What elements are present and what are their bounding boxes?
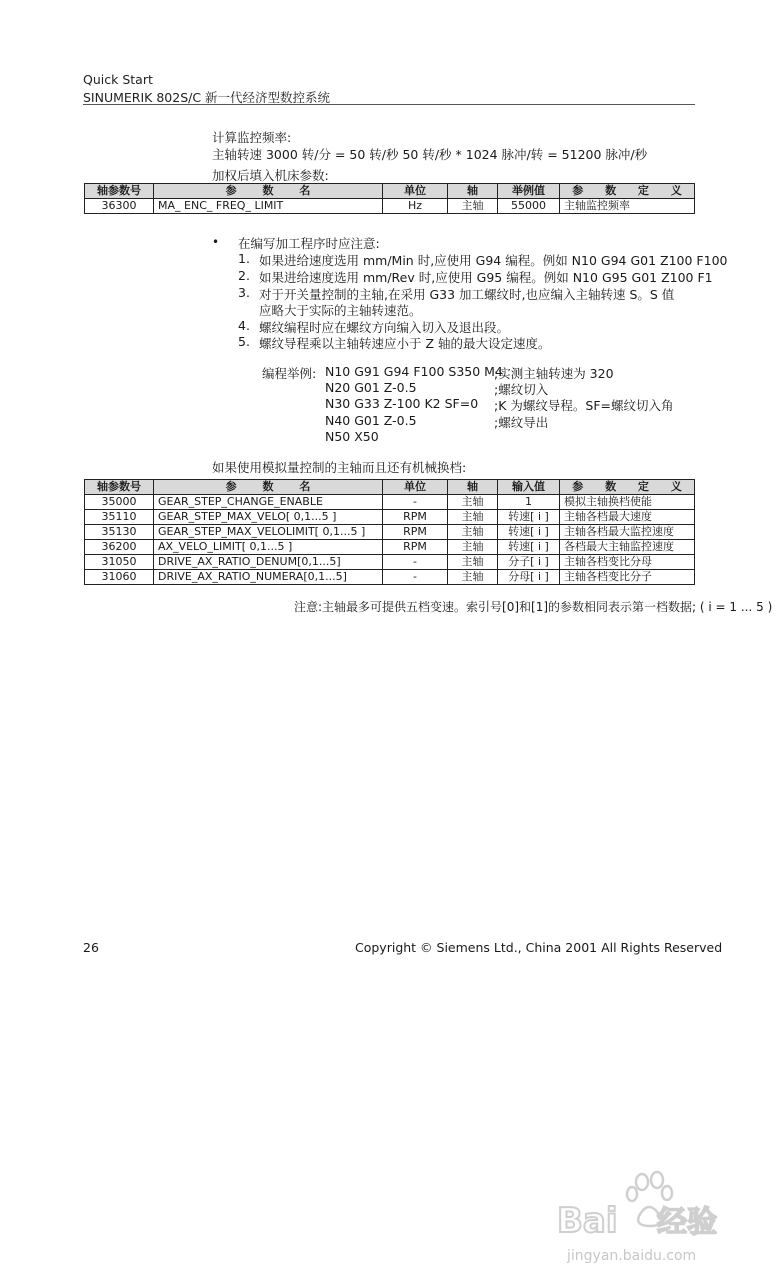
cell-unit: RPM [383, 540, 448, 555]
calc-title: 计算监控频率: [212, 130, 292, 145]
table-row [85, 570, 695, 585]
header-rule [83, 104, 695, 105]
bullet-title: 在编写加工程序时应注意: [238, 236, 380, 251]
program-code-line: N10 G91 G94 F100 S350 M4 [325, 364, 503, 379]
list-item: 如果进给速度选用 mm/Rev 时,应使用 G95 编程。例如 N10 G95 G01 Z100 F1 [259, 270, 713, 285]
cell-param-no: 35110 [85, 510, 154, 525]
list-item: 对于开关量控制的主轴,在采用 G33 加工螺纹时,也应编入主轴转速 S。S 值 [259, 287, 675, 302]
table-row [85, 510, 695, 525]
cell-param-name: GEAR_STEP_MAX_VELO[ 0,1...5 ] [154, 510, 383, 525]
cell-axis: 主轴 [448, 495, 498, 510]
program-code-line: N20 G01 Z-0.5 [325, 380, 417, 395]
cell-input: 1 [498, 495, 560, 510]
cell-unit: - [383, 495, 448, 510]
cell-axis: 主轴 [448, 510, 498, 525]
gear-intro: 如果使用模拟量控制的主轴而且还有机械换档: [212, 460, 467, 475]
program-code-line: N50 X50 [325, 429, 379, 444]
table-header-row [85, 480, 695, 495]
program-comment: ;实测主轴转速为 320 [494, 366, 614, 381]
list-item: 如果进给速度选用 mm/Min 时,应使用 G94 编程。例如 N10 G94 G01 Z100 F100 [259, 253, 728, 268]
cell-definition: 主轴各档最大监控速度 [560, 525, 695, 540]
cell-unit: RPM [383, 510, 448, 525]
calc-formula: 主轴转速 3000 转/分 = 50 转/秒 50 转/秒 * 1024 脉冲/转 = 51200 脉冲/秒 [212, 147, 648, 162]
table-row [85, 540, 695, 555]
col-header-unit: 单位 [383, 480, 448, 495]
cell-param-name: GEAR_STEP_MAX_VELOLIMIT[ 0,1...5 ] [154, 525, 383, 540]
cell-unit: - [383, 570, 448, 585]
cell-definition: 主轴各档变比分母 [560, 555, 695, 570]
cell-input: 分子[ i ] [498, 555, 560, 570]
cell-param-name: MA_ ENC_ FREQ_ LIMIT [154, 199, 383, 214]
cell-param-no: 31060 [85, 570, 154, 585]
cell-param-name: DRIVE_AX_RATIO_DENUM[0,1...5] [154, 555, 383, 570]
cell-definition: 各档最大主轴监控速度 [560, 540, 695, 555]
cell-definition: 主轴监控频率 [560, 199, 695, 214]
list-item: 螺纹导程乘以主轴转速应小于 Z 轴的最大设定速度。 [259, 336, 551, 351]
list-item: 螺纹编程时应在螺纹方向编入切入及退出段。 [259, 320, 510, 335]
table-note: 注意:主轴最多可提供五档变速。索引号[0]和[1]的参数相同表示第一档数据; ( i = 1 ... 5 ) [294, 600, 773, 614]
cell-example: 55000 [498, 199, 560, 214]
table-header-row [85, 184, 695, 199]
cell-input: 转速[ i ] [498, 540, 560, 555]
table-row [85, 555, 695, 570]
watermark-brand-cn: 经验 [657, 1205, 717, 1240]
list-item-number: 3. [238, 285, 250, 300]
calc-note: 加权后填入机床参数: [212, 168, 329, 183]
col-header-axis: 轴 [448, 480, 498, 495]
cell-param-name: DRIVE_AX_RATIO_NUMERA[0,1...5] [154, 570, 383, 585]
list-item-number: 2. [238, 268, 250, 283]
program-comment: ;螺纹导出 [494, 415, 549, 430]
gear-param-table [84, 479, 695, 585]
cell-definition: 主轴各档变比分子 [560, 570, 695, 585]
bullet-icon: • [212, 235, 220, 249]
col-header-definition: 参 数 定 义 [560, 480, 695, 495]
cell-param-no: 36200 [85, 540, 154, 555]
cell-input: 转速[ i ] [498, 525, 560, 540]
col-header-param-name: 参 数 名 [154, 480, 383, 495]
table-row [85, 525, 695, 540]
col-header-input: 输入值 [498, 480, 560, 495]
copyright: Copyright © Siemens Ltd., China 2001 All Rights Reserved [355, 940, 723, 955]
cell-input: 分母[ i ] [498, 570, 560, 585]
baidu-watermark-logo [547, 1160, 737, 1270]
list-item-number: 5. [238, 334, 250, 349]
cell-param-no: 35000 [85, 495, 154, 510]
col-header-unit: 单位 [383, 184, 448, 199]
col-header-axis: 轴 [448, 184, 498, 199]
program-code-line: N30 G33 Z-100 K2 SF=0 [325, 396, 479, 411]
cell-input: 转速[ i ] [498, 510, 560, 525]
cell-axis: 主轴 [448, 525, 498, 540]
cell-axis: 主轴 [448, 199, 498, 214]
watermark-url: jingyan.baidu.com [567, 1248, 697, 1264]
cell-unit: - [383, 555, 448, 570]
cell-axis: 主轴 [448, 540, 498, 555]
header-title: Quick Start [83, 72, 153, 87]
page-number: 26 [83, 940, 99, 955]
program-comment: ;螺纹切入 [494, 382, 549, 397]
cell-definition: 主轴各档最大速度 [560, 510, 695, 525]
list-item-continuation: 应略大于实际的主轴转速范。 [259, 303, 422, 318]
cell-axis: 主轴 [448, 555, 498, 570]
cell-unit: Hz [383, 199, 448, 214]
cell-param-no: 35130 [85, 525, 154, 540]
list-item-number: 1. [238, 251, 250, 266]
table-row [85, 495, 695, 510]
watermark-brand: Bai [557, 1201, 618, 1241]
header-subtitle: SINUMERIK 802S/C 新一代经济型数控系统 [83, 90, 331, 105]
list-item-number: 4. [238, 318, 250, 333]
cell-definition: 模拟主轴换档使能 [560, 495, 695, 510]
program-code-line: N40 G01 Z-0.5 [325, 413, 417, 428]
col-header-param-name: 参 数 名 [154, 184, 383, 199]
col-header-example: 举例值 [498, 184, 560, 199]
cell-axis: 主轴 [448, 570, 498, 585]
program-label: 编程举例: [262, 366, 317, 381]
col-header-param-no: 轴参数号 [85, 184, 154, 199]
cell-param-no: 36300 [85, 199, 154, 214]
program-comment: ;K 为螺纹导程。SF=螺纹切入角 [494, 398, 674, 413]
cell-unit: RPM [383, 525, 448, 540]
cell-param-name: AX_VELO_LIMIT[ 0,1...5 ] [154, 540, 383, 555]
table-row [85, 199, 695, 214]
cell-param-name: GEAR_STEP_CHANGE_ENABLE [154, 495, 383, 510]
machine-param-table [84, 183, 695, 214]
col-header-definition: 参 数 定 义 [560, 184, 695, 199]
col-header-param-no: 轴参数号 [85, 480, 154, 495]
cell-param-no: 31050 [85, 555, 154, 570]
